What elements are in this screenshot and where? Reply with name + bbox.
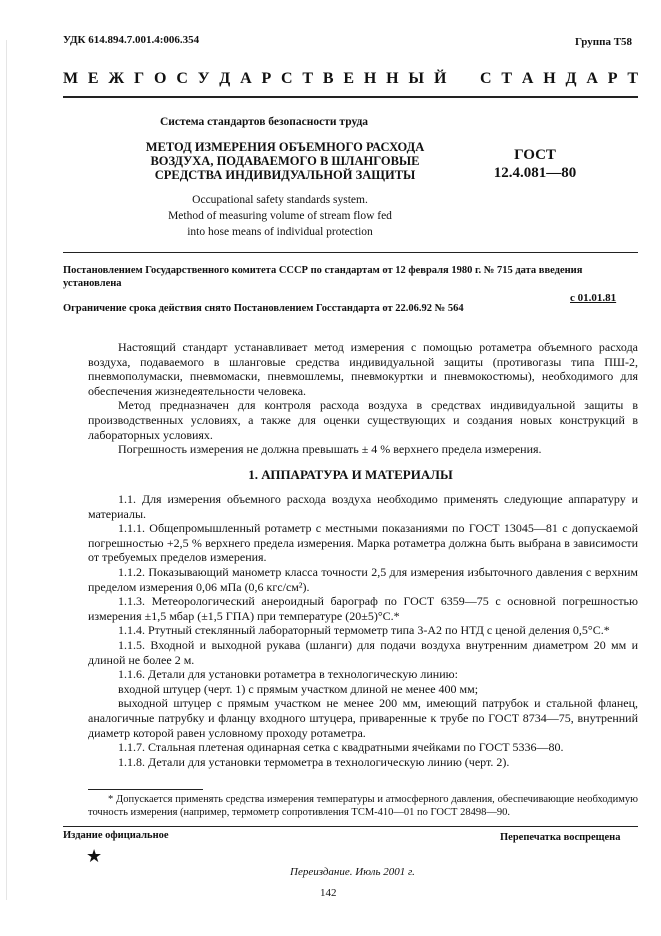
english-title-line: Method of measuring volume of stream flow fed [168, 210, 392, 222]
english-title-line: into hose means of individual protection [187, 226, 373, 238]
clause: 1.1.8. Детали для установки термометра в технологическую линию (черт. 2). [118, 754, 510, 769]
clause: 1.1.4. Ртутный стеклянный лабораторный термометр типа 3-А2 по НТД с ценой деления 0,5°С.* [118, 623, 610, 638]
scan-edge [6, 40, 7, 900]
introduction [88, 340, 638, 457]
page-number: 142 [320, 887, 337, 899]
gost-number: 12.4.081—80 [493, 165, 577, 181]
banner-letter: Т [627, 70, 638, 87]
banner-letter: О [154, 70, 167, 87]
udk-code: УДК 614.894.7.001.4:006.354 [63, 34, 200, 46]
banner-letter: Ж [108, 70, 125, 87]
clause: входной штуцер (черт. 1) с прямым участком длиной не менее 400 мм; [118, 681, 479, 696]
banner-rule [63, 96, 638, 98]
footnote-rule [88, 789, 203, 790]
banner-letter: В [322, 70, 334, 87]
gost-designation [480, 146, 590, 182]
intro-paragraph: Погрешность измерения не должна превышать ± 4 % верхнего предела измерения. [118, 442, 542, 457]
english-title [130, 192, 430, 240]
banner-letter: Е [87, 70, 99, 87]
decree-text: Постановлением Государственного комитета СССР по стандартам от 12 февраля 1980 г. № 715 дата введения установлена [63, 265, 583, 289]
banner-letter: Д [219, 70, 231, 87]
gost-label: ГОСТ [514, 147, 556, 163]
clause: выходной штуцер с прямым участком не менее 200 мм, имеющий патрубок и стальной фланец, аналогичные патрубку и фланцу входного штуцера, приваренные к трубе по ГОСТ 8734—75, внутренний диаметр которой равен условному проходу ротаметра. [88, 696, 638, 740]
clause: 1.1. Для измерения объемного расхода воздуха необходимо применять следующие аппаратуру и материалы. [88, 492, 638, 521]
section-title: 1. АППАРАТУРА И МАТЕРИАЛЫ [248, 467, 453, 482]
banner-letter: Т [501, 70, 513, 87]
official-edition: Издание официальное [63, 830, 169, 841]
english-title-line: Occupational safety standards system. [192, 194, 368, 206]
banner-letter: С [176, 70, 188, 87]
banner-letter: У [197, 70, 210, 87]
no-reprint-notice: Перепечатка воспрещена [500, 832, 621, 843]
intro-paragraph: Метод предназначен для контроля расхода воздуха в средствах индивидуальной защиты в производственных условиях, а также для оценки существующих и создания новых конструкций в лабораторных условиях. [88, 398, 638, 442]
banner-letter: М [63, 70, 79, 87]
banner-letter: Д [565, 70, 577, 87]
banner-letter: Н [386, 70, 399, 87]
section-body [88, 492, 638, 769]
banner-letter: Н [363, 70, 377, 87]
banner-letter: А [521, 70, 534, 87]
clause: 1.1.2. Показывающий манометр класса точности 2,5 для измерения избыточного давления с верхним пределом измерения 0,06 мПа (0,6 кгс/см²). [88, 564, 638, 594]
clause: 1.1.1. Общепромышленный ротаметр с местными показаниями по ГОСТ 13045—81 с допускаемой погрешностью +2,5 % верхнего предела измерения. Марка ротаметра должна быть выбрана в зависимости от требуемых пределов измерения. [88, 521, 638, 565]
banner-letter: Ы [408, 70, 425, 87]
banner-letter: Т [302, 70, 314, 87]
effective-date: с 01.01.81 [570, 292, 617, 304]
limit-text: Ограничение срока действия снято Постановлением Госстандарта от 22.06.92 № 564 [63, 303, 464, 314]
title-rule [63, 252, 638, 253]
clause: 1.1.6. Детали для установки ротаметра в технологическую линию: [118, 667, 458, 682]
clause: 1.1.5. Входной и выходной рукава (шланги) для подачи воздуха внутренним диаметром 20 мм и длиной не более 2 м. [88, 637, 638, 667]
banner-letter: А [240, 70, 252, 87]
group-code: Группа Т58 [575, 36, 633, 48]
standards-system: Система стандартов безопасности труда [160, 116, 369, 128]
star-icon: ★ [86, 846, 103, 866]
banner-letter: Е [343, 70, 355, 87]
banner-letter: А [586, 70, 598, 87]
title-line: СРЕДСТВА ИНДИВИДУАЛЬНОЙ ЗАЩИТЫ [154, 168, 416, 182]
banner-letter: С [281, 70, 293, 87]
banner-letter: Р [261, 70, 272, 87]
title-line: МЕТОД ИЗМЕРЕНИЯ ОБЪЕМНОГО РАСХОДА [145, 140, 425, 154]
document-title [120, 140, 450, 182]
title-line: ВОЗДУХА, ПОДАВАЕМОГО В ШЛАНГОВЫЕ [150, 154, 420, 168]
banner-letter: Н [543, 70, 556, 87]
footnote: * Допускается применять средства измерения температуры и атмосферного давления, обеспечивающие необходимую точность измерения (например, термометр сопротивления ТСМ-410—01 по ГОСТ 28498—90. [88, 794, 638, 818]
clause: 1.1.3. Метеорологический анероидный барограф по ГОСТ 6359—75 с основной погрешностью измерения ±1,5 мбар (±1,5 ГПА) при температуре (20±5)°С.* [88, 594, 638, 623]
reissue-note: Переиздание. Июль 2001 г. [290, 866, 415, 878]
footer-rule [63, 826, 638, 827]
banner-letter: С [480, 70, 492, 87]
interstate-standard-banner [63, 70, 638, 88]
banner-letter: Г [134, 70, 145, 87]
banner-letter: Й [433, 70, 447, 87]
banner-letter: Р [607, 70, 618, 87]
intro-paragraph: Настоящий стандарт устанавливает метод измерения с помощью ротаметра объемного расхода воздуха, подаваемого в шланговые средства индивидуальной защиты (противогазы типа ПШ-2, пневмополумаски, пневмомаски, пневмошлемы, пневмокуртки и пневмокостюмы), необходимого для обеспечения жизнедеятельности человека. [88, 340, 638, 398]
clause: 1.1.7. Стальная плетеная одинарная сетка с квадратными ячейками по ГОСТ 5336—80. [118, 740, 564, 755]
